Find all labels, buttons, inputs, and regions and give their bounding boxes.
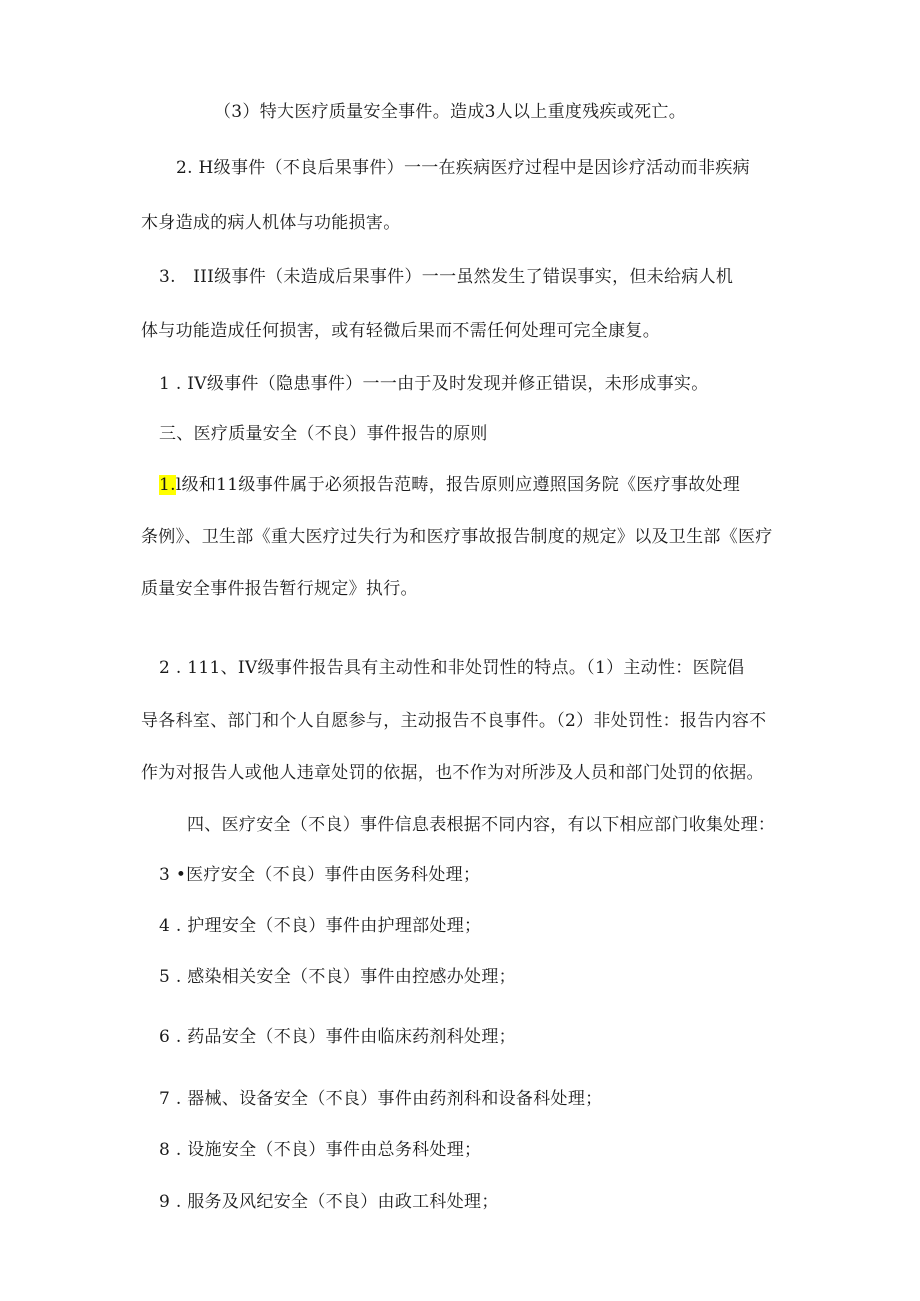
text-line-7-body: l级和11级事件属于必须报告范畴，报告原则应遵照国务院《医疗事故处理 [175, 475, 741, 495]
list-item-7: 7 . 器械、设备安全（不良）事件由药剂科和设备科处理； [159, 1089, 603, 1109]
text-line-3: 木身造成的病人机体与功能损害。 [141, 213, 401, 233]
section-heading-4: 四、医疗安全（不良）事件信息表根据不同内容，有以下相应部门收集处理： [187, 815, 776, 835]
list-item-6: 6 . 药品安全（不良）事件由临床药剂科处理； [159, 1027, 516, 1047]
section-heading-3: 三、医疗质量安全（不良）事件报告的原则 [159, 424, 488, 444]
text-line-2: 2. H级事件（不良后果事件）一一在疾病医疗过程中是因诊疗活动而非疾病 [176, 158, 750, 178]
text-line-12: 作为对报告人或他人违章处罚的依据，也不作为对所涉及人员和部门处罚的依据。 [141, 763, 764, 783]
text-line-11: 导各科室、部门和个人自愿参与，主动报告不良事件。（2）非处罚性：报告内容不 [141, 711, 767, 731]
highlighted-number: 1. [159, 475, 176, 495]
list-item-4: 4 . 护理安全（不良）事件由护理部处理； [159, 916, 482, 936]
list-item-8: 8 . 设施安全（不良）事件由总务科处理； [159, 1140, 482, 1160]
text-line-1: （3）特大医疗质量安全事件。造成3人以上重度残疾或死亡。 [214, 102, 687, 122]
text-line-9: 质量安全事件报告暂行规定》执行。 [141, 579, 418, 599]
list-item-3: 3 •医疗安全（不良）事件由医务科处理； [159, 865, 481, 885]
text-line-7 [159, 474, 740, 496]
text-line-4: 3. III级事件（未造成后果事件）一一虽然发生了错误事实，但未给病人机 [159, 267, 734, 287]
text-line-5: 体与功能造成任何损害，或有轻微后果而不需任何处理可完全康复。 [141, 321, 660, 341]
text-line-6: 1 . IV级事件（隐患事件）一一由于及时发现并修正错误，未形成事实。 [159, 374, 709, 394]
list-item-5: 5 . 感染相关安全（不良）事件由控感办处理； [159, 967, 516, 987]
list-item-9: 9 . 服务及风纪安全（不良）由政工科处理； [159, 1192, 499, 1212]
text-line-8: 条例》、卫生部《重大医疗过失行为和医疗事故报告制度的规定》以及卫生部《医疗 [141, 527, 773, 547]
text-line-10: 2 . 111、IV级事件报告具有主动性和非处罚性的特点。（1）主动性：医院倡 [159, 658, 745, 678]
